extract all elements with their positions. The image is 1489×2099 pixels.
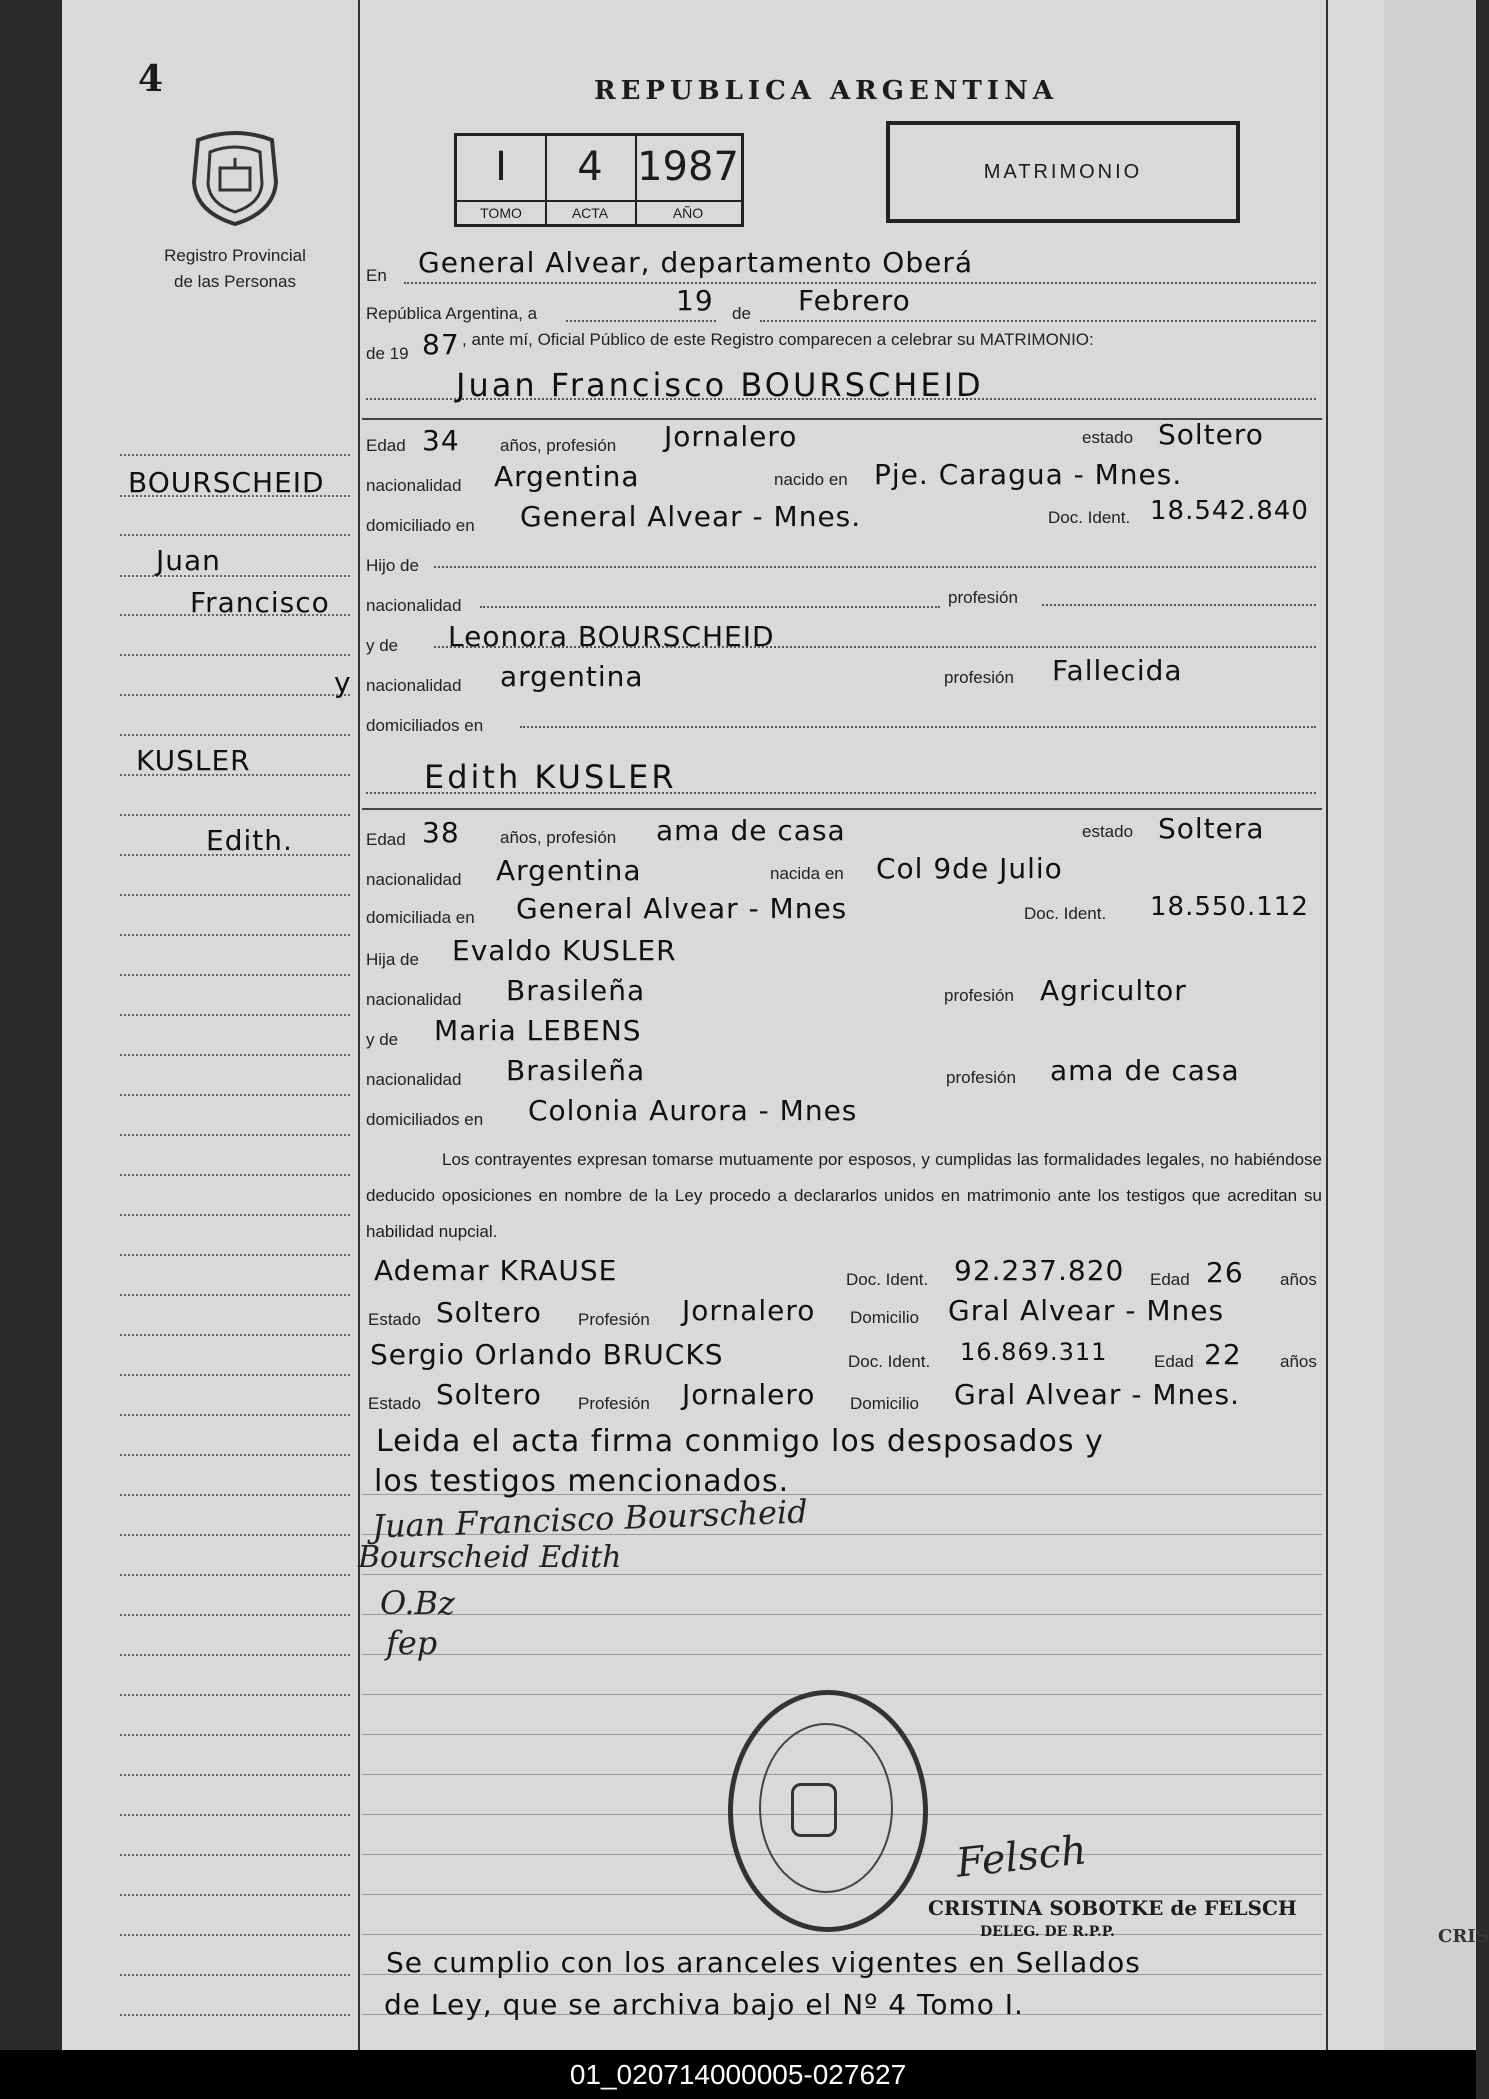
witness2-estado-label: Estado — [368, 1394, 421, 1413]
witness2-profession: Jornalero — [682, 1378, 816, 1411]
groom-age: 34 — [422, 424, 460, 457]
bride-mother: Maria LEBENS — [434, 1014, 642, 1047]
registry-round-stamp — [728, 1690, 928, 1932]
anio-value: 1987 — [637, 144, 739, 190]
witness1-dom-label: Domicilio — [850, 1308, 919, 1327]
bride-father-prof-label: profesión — [944, 986, 1014, 1005]
year-prefix: de 19 — [366, 344, 409, 363]
groom-mother-prof-label: profesión — [944, 668, 1014, 687]
margin-groom-middlename: Francisco — [190, 586, 330, 619]
groom-father-prof-label: profesión — [948, 588, 1018, 607]
groom-mother: Leonora BOURSCHEID — [448, 620, 775, 653]
witness2-prof-label: Profesión — [578, 1394, 650, 1413]
witness1-profession: Jornalero — [682, 1294, 816, 1327]
official-name-stamp: CRISTINA SOBOTKE de FELSCH — [928, 1896, 1297, 1920]
right-border — [1326, 0, 1328, 2050]
margin-groom-firstname: Juan — [156, 544, 221, 577]
country-heading: REPUBLICA ARGENTINA — [594, 76, 1059, 106]
witness1-name: Ademar KRAUSE — [374, 1254, 618, 1287]
bride-age: 38 — [422, 816, 460, 849]
bride-mother-prof-label: profesión — [946, 1068, 1016, 1087]
acta-value: 4 — [577, 144, 603, 190]
witness1-signature: O.Bz — [380, 1584, 455, 1622]
bride-father: Evaldo KUSLER — [452, 934, 677, 967]
official-title-stamp: DELEG. DE R.P.P. — [980, 1924, 1115, 1940]
groom-hijo-label: Hijo de — [366, 556, 419, 575]
adjacent-page-edge — [1384, 0, 1489, 2050]
closing-line-2: los testigos mencionados. — [374, 1464, 790, 1499]
witness1-estado-label: Estado — [368, 1310, 421, 1329]
bride-birthplace: Col 9de Julio — [876, 852, 1063, 885]
groom-parents-dom-label: domiciliados en — [366, 716, 484, 735]
adjacent-page-text: CRIS — [1438, 1926, 1489, 1947]
bride-doc-label: Doc. Ident. — [1024, 904, 1107, 923]
bride-doc: 18.550.112 — [1150, 892, 1309, 922]
groom-prof-label: años, profesión — [500, 436, 617, 455]
bride-nationality: Argentina — [496, 854, 642, 887]
acta-label: ACTA — [545, 200, 635, 224]
page-number: 4 — [138, 58, 164, 100]
witness2-signature: fep — [386, 1624, 438, 1662]
witness1-prof-label: Profesión — [578, 1310, 650, 1329]
bride-profession: ama de casa — [656, 814, 846, 847]
margin-groom-surname: BOURSCHEID — [128, 466, 325, 499]
groom-mother-nat: argentina — [500, 660, 644, 693]
margin-bride-surname: KUSLER — [136, 744, 251, 777]
witness1-anos-label: años — [1280, 1270, 1317, 1289]
anio-label: AÑO — [635, 200, 741, 224]
provincial-seal-icon — [184, 124, 286, 228]
witness2-doc-label: Doc. Ident. — [848, 1352, 931, 1371]
groom-dom-label: domiciliado en — [366, 516, 475, 535]
witness1-age: 26 — [1206, 1256, 1244, 1289]
groom-profession: Jornalero — [664, 420, 798, 453]
witness1-status: Soltero — [436, 1296, 542, 1329]
witness1-edad-label: Edad — [1150, 1270, 1190, 1289]
groom-yde-label: y de — [366, 636, 399, 655]
bride-signature: Bourscheid Edith — [358, 1540, 622, 1575]
bride-yde-label: y de — [366, 1030, 399, 1049]
republica-label: República Argentina, a — [366, 304, 538, 323]
bride-parents-dom-label: domiciliados en — [366, 1110, 484, 1129]
witness2-anos-label: años — [1280, 1352, 1317, 1371]
marriage-day: 19 — [676, 284, 714, 317]
groom-doc: 18.542.840 — [1150, 496, 1309, 526]
registry-line2: de las Personas — [174, 272, 296, 291]
groom-father-nat-label: nacionalidad — [366, 596, 462, 615]
witness1-address: Gral Alvear - Mnes — [948, 1294, 1225, 1327]
bride-estado-label: estado — [1082, 822, 1134, 841]
de-label: de — [732, 304, 751, 323]
fees-note-line1: Se cumplio con los aranceles vigentes en Sellados — [386, 1946, 1141, 1979]
tomo-value: I — [495, 144, 507, 190]
bride-address: General Alvear - Mnes — [516, 892, 848, 925]
bride-mother-prof: ama de casa — [1050, 1054, 1240, 1087]
bride-hija-label: Hija de — [366, 950, 419, 969]
groom-edad-label: Edad — [366, 436, 406, 455]
legal-declaration: Los contrayentes expresan tomarse mutuamente por esposos, y cumplidas las formalidades legales, no habiéndose deducido oposiciones en nombre de la Ley procedo a declararlos unidos en matrimonio ante los testigos que acreditan su habilidad nupcial. — [366, 1150, 1322, 1241]
bride-prof-label: años, profesión — [500, 828, 617, 847]
bride-father-prof: Agricultor — [1040, 974, 1187, 1007]
witness2-doc: 16.869.311 — [960, 1338, 1108, 1366]
groom-nationality: Argentina — [494, 460, 640, 493]
groom-estado-label: estado — [1082, 428, 1134, 447]
image-id-caption: 01_020714000005-027627 — [0, 2050, 1476, 2099]
witness2-age: 22 — [1204, 1338, 1242, 1371]
witness2-edad-label: Edad — [1154, 1352, 1194, 1371]
bride-mother-nat-label: nacionalidad — [366, 1070, 462, 1089]
marriage-month: Febrero — [798, 284, 911, 317]
groom-name: Juan Francisco BOURSCHEID — [456, 366, 984, 404]
bride-mother-nat: Brasileña — [506, 1054, 646, 1087]
official-signature: Felsch — [953, 1827, 1089, 1887]
bride-parents-address: Colonia Aurora - Mnes — [528, 1094, 858, 1127]
groom-nat-label: nacionalidad — [366, 476, 462, 495]
witness2-dom-label: Domicilio — [850, 1394, 919, 1413]
margin-bride-firstname: Edith. — [206, 824, 293, 857]
groom-born-label: nacido en — [774, 470, 848, 489]
groom-status: Soltero — [1158, 418, 1264, 451]
bride-edad-label: Edad — [366, 830, 406, 849]
margin-conjunction: y — [334, 666, 352, 699]
bride-nat-label: nacionalidad — [366, 870, 462, 889]
groom-address: General Alvear - Mnes. — [520, 500, 862, 533]
en-label: En — [366, 266, 387, 285]
groom-birthplace: Pje. Caragua - Mnes. — [874, 458, 1183, 491]
register-page — [62, 0, 1384, 2050]
bride-name: Edith KUSLER — [424, 758, 677, 796]
bride-father-nat-label: nacionalidad — [366, 990, 462, 1009]
book-reference-box — [454, 133, 744, 227]
stamp-seal-icon — [791, 1783, 837, 1837]
witness1-doc: 92.237.820 — [954, 1254, 1125, 1287]
document-type-box: MATRIMONIO — [886, 121, 1240, 223]
groom-signature: Juan Francisco Bourscheid — [371, 1492, 809, 1546]
groom-doc-label: Doc. Ident. — [1048, 508, 1131, 527]
marriage-year: 87 — [422, 328, 460, 361]
bride-born-label: nacida en — [770, 864, 844, 883]
witness1-doc-label: Doc. Ident. — [846, 1270, 929, 1289]
bride-dom-label: domiciliada en — [366, 908, 475, 927]
bride-father-nat: Brasileña — [506, 974, 646, 1007]
groom-mother-nat-label: nacionalidad — [366, 676, 462, 695]
bride-status: Soltera — [1158, 812, 1265, 845]
witness2-name: Sergio Orlando BRUCKS — [370, 1338, 724, 1371]
groom-mother-prof: Fallecida — [1052, 654, 1183, 687]
registry-line1: Registro Provincial — [164, 246, 306, 265]
tomo-label: TOMO — [457, 200, 545, 224]
witness2-status: Soltero — [436, 1378, 542, 1411]
margin-divider — [358, 0, 360, 2050]
intro-sentence: , ante mí, Oficial Público de este Registro comparecen a celebrar su MATRIMONIO: — [462, 330, 1094, 349]
witness2-address: Gral Alvear - Mnes. — [954, 1378, 1240, 1411]
fees-note-line2: de Ley, que se archiva bajo el Nº 4 Tomo I. — [384, 1988, 1024, 2021]
marriage-place: General Alvear, departamento Oberá — [418, 246, 973, 279]
closing-line-1: Leida el acta firma conmigo los desposados y — [376, 1424, 1104, 1459]
